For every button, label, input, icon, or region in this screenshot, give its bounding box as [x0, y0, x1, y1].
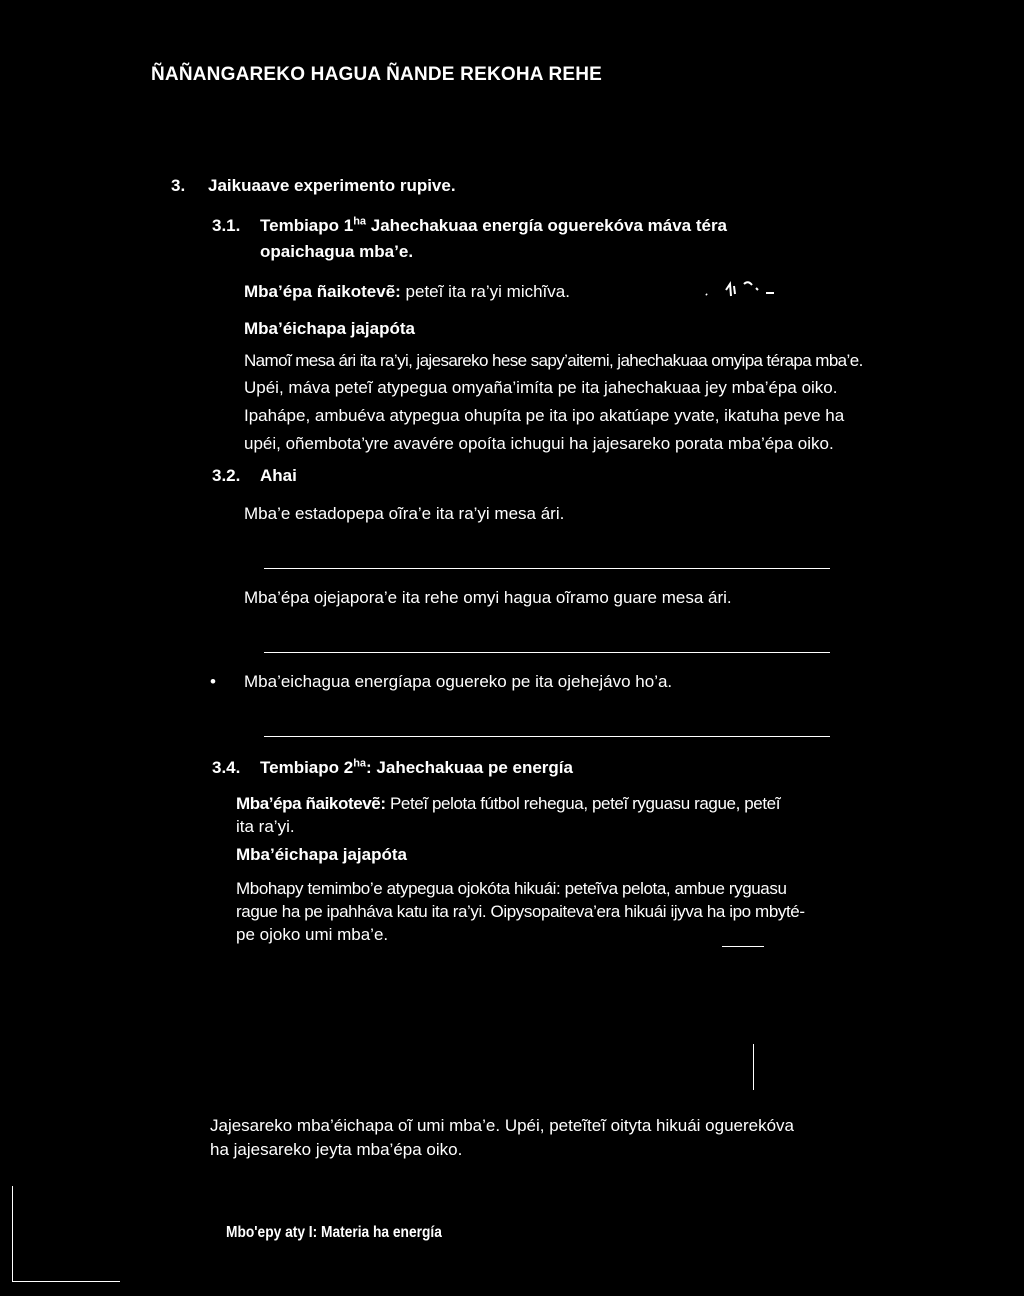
section-3-4-paragraph-line-2: rague ha pe ipahháva katu ita ra’yi. Oipysopaiteva’era hikuái ijyva ha ipo mbyté-	[236, 902, 805, 921]
question-3-text: Mba’eichagua energíapa oguereko pe ita ojehejávo ho’a.	[244, 672, 673, 691]
section-3-1-title-end: Jahechakuaa energía oguerekóva máva téra	[366, 216, 728, 235]
section-3-1-materials-label: Mba’épa ñaikotevẽ:	[244, 282, 401, 301]
section-3-1-title-sup: ha	[353, 215, 367, 228]
section-3-4-paragraph-line-3: pe ojoko umi mba’e.	[236, 925, 389, 944]
section-3-1-paragraph-line-4: upéi, oñembota’yre avavére opoíta ichugui ha jajesareko porata mba’épa oiko.	[244, 434, 834, 453]
section-3-4-materials	[236, 793, 780, 814]
short-decorative-line	[722, 946, 764, 947]
section-3-2-number: 3.2.	[212, 466, 241, 485]
bullet-point: •	[210, 672, 216, 691]
scribble-mark-icon	[700, 276, 780, 300]
answer-line-2[interactable]	[264, 652, 830, 653]
section-3-4-title	[260, 757, 573, 778]
section-3-title: Jaikuaave experimento rupive.	[208, 176, 456, 195]
section-3-4-materials-label: Mba’épa ñaikotevẽ:	[236, 794, 386, 813]
section-3-1-paragraph-line-3: Ipahápe, ambuéva atypegua ohupíta pe ita ipo akatúape yvate, ikatuha peve ha	[244, 406, 845, 425]
answer-line-1[interactable]	[264, 568, 830, 569]
section-3-number: 3.	[171, 176, 186, 195]
section-3-2-title: Ahai	[260, 466, 297, 485]
page-header-title: ÑAÑANGAREKO HAGUA ÑANDE REKOHA REHE	[151, 64, 603, 85]
section-3-1-number: 3.1.	[212, 216, 241, 235]
section-3-4-paragraph-line-1: Mbohapy temimbo’e atypegua ojokóta hikuái: peteĩva pelota, ambue ryguasu	[236, 879, 787, 898]
section-3-1-title-start: Tembiapo 1	[260, 216, 354, 235]
footer-bracket-vertical	[12, 1186, 13, 1282]
section-3-1-materials-text: peteĩ ita ra’yi michĩva.	[400, 282, 570, 301]
section-3-1-title	[260, 215, 727, 236]
section-3-1-paragraph-line-1: Namoĩ mesa ári ita ra’yi, jajesareko hese sapy’aitemi, jahechakuaa omyipa térapa mba’e.	[244, 351, 863, 370]
section-3-1-materials	[244, 281, 570, 302]
section-3-4-materials-text: Peteĩ pelota fútbol rehegua, peteĩ ryguasu rague, peteĩ	[385, 794, 781, 813]
section-3-4-title-sup: ha	[353, 757, 367, 770]
section-3-4-materials-line2: ita ra’yi.	[236, 817, 295, 836]
footer-title: Mbo'epy aty I: Materia ha energía	[226, 1224, 442, 1241]
closing-paragraph-line-2: ha jajesareko jeyta mba’épa oiko.	[210, 1140, 463, 1159]
section-3-1-procedure-label: Mba’éichapa jajapóta	[244, 319, 415, 338]
question-2-text: Mba’épa ojejapora’e ita rehe omyi hagua oĩramo guare mesa ári.	[244, 588, 732, 607]
section-3-4-title-end: : Jahechakuaa pe energía	[366, 758, 573, 777]
vertical-mark	[753, 1044, 754, 1090]
section-3-4-number: 3.4.	[212, 758, 241, 777]
section-3-1-title-line2: opaichagua mba’e.	[260, 242, 414, 261]
section-3-1-paragraph-line-2: Upéi, máva peteĩ atypegua omyaña’imíta pe ita jahechakuaa jey mba’épa oiko.	[244, 378, 838, 397]
section-3-4-procedure-label: Mba’éichapa jajapóta	[236, 845, 407, 864]
answer-line-3[interactable]	[264, 736, 830, 737]
section-3-4-title-start: Tembiapo 2	[260, 758, 354, 777]
closing-paragraph-line-1: Jajesareko mba’éichapa oĩ umi mba’e. Upéi, peteĩteĩ oityta hikuái oguerekóva	[210, 1116, 795, 1135]
question-1-text: Mba’e estadopepa oĩra’e ita ra’yi mesa ári.	[244, 504, 565, 523]
footer-bracket-horizontal	[12, 1281, 120, 1282]
